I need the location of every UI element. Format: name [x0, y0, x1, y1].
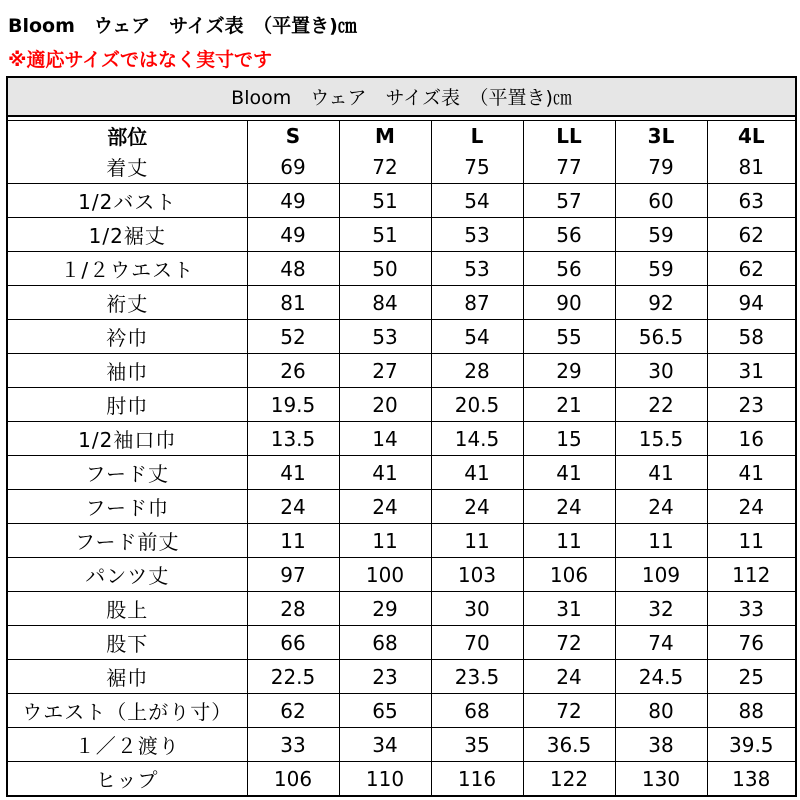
measurement-part-cell: 衿巾	[7, 320, 247, 354]
measurement-part-cell: フード巾	[7, 490, 247, 524]
table-caption: Bloom ウェア サイズ表 （平置き)㎝	[7, 77, 796, 116]
measurement-value-cell: 112	[707, 558, 796, 592]
measurement-value-cell: 110	[339, 762, 431, 797]
measurement-value-cell: 34	[339, 728, 431, 762]
measurement-value-cell: 80	[615, 694, 707, 728]
measurement-part-cell: フード前丈	[7, 524, 247, 558]
measurement-value-cell: 81	[707, 150, 796, 184]
measurement-value-cell: 106	[247, 762, 339, 797]
table-row	[7, 218, 796, 252]
measurement-part-cell: 1/2バスト	[7, 184, 247, 218]
measurement-value-cell: 70	[431, 626, 523, 660]
table-row	[7, 456, 796, 490]
measurement-value-cell: 11	[615, 524, 707, 558]
table-row	[7, 660, 796, 694]
measurement-value-cell: 109	[615, 558, 707, 592]
measurement-part-cell: 裾巾	[7, 660, 247, 694]
measurement-value-cell: 56	[523, 218, 615, 252]
measurement-part-cell: 袖巾	[7, 354, 247, 388]
table-row	[7, 728, 796, 762]
table-row	[7, 150, 796, 184]
measurement-value-cell: 72	[523, 694, 615, 728]
measurement-value-cell: 24	[615, 490, 707, 524]
measurement-value-cell: 24	[707, 490, 796, 524]
measurement-value-cell: 130	[615, 762, 707, 797]
measurement-value-cell: 20.5	[431, 388, 523, 422]
measurement-value-cell: 48	[247, 252, 339, 286]
measurement-value-cell: 31	[523, 592, 615, 626]
measurement-value-cell: 41	[247, 456, 339, 490]
measurement-value-cell: 11	[247, 524, 339, 558]
measurement-value-cell: 59	[615, 252, 707, 286]
measurement-value-cell: 38	[615, 728, 707, 762]
measurement-value-cell: 58	[707, 320, 796, 354]
measurement-value-cell: 84	[339, 286, 431, 320]
measurement-value-cell: 79	[615, 150, 707, 184]
measurement-value-cell: 122	[523, 762, 615, 797]
measurement-value-cell: 87	[431, 286, 523, 320]
measurement-value-cell: 62	[247, 694, 339, 728]
measurement-value-cell: 39.5	[707, 728, 796, 762]
measurement-value-cell: 92	[615, 286, 707, 320]
measurement-value-cell: 88	[707, 694, 796, 728]
measurement-value-cell: 56	[523, 252, 615, 286]
measurement-value-cell: 24	[339, 490, 431, 524]
measurement-value-cell: 41	[707, 456, 796, 490]
table-row	[7, 762, 796, 797]
measurement-value-cell: 16	[707, 422, 796, 456]
measurement-value-cell: 20	[339, 388, 431, 422]
measurement-value-cell: 57	[523, 184, 615, 218]
measurement-value-cell: 53	[431, 218, 523, 252]
column-header-part: 部位	[7, 121, 247, 151]
measurement-value-cell: 75	[431, 150, 523, 184]
measurement-value-cell: 30	[615, 354, 707, 388]
table-row	[7, 388, 796, 422]
measurement-value-cell: 24	[431, 490, 523, 524]
measurement-value-cell: 90	[523, 286, 615, 320]
size-table	[6, 76, 797, 797]
measurement-part-cell: 1/2裾丈	[7, 218, 247, 252]
measurement-value-cell: 50	[339, 252, 431, 286]
column-header-size: 4L	[707, 121, 796, 151]
measurement-part-cell: ウエスト（上がり寸）	[7, 694, 247, 728]
measurement-value-cell: 51	[339, 218, 431, 252]
measurement-value-cell: 41	[339, 456, 431, 490]
measurement-value-cell: 68	[339, 626, 431, 660]
measurement-value-cell: 62	[707, 218, 796, 252]
table-row	[7, 592, 796, 626]
sizing-note: ※適応サイズではなく実寸です	[8, 49, 272, 71]
measurement-value-cell: 11	[707, 524, 796, 558]
measurement-value-cell: 28	[247, 592, 339, 626]
measurement-value-cell: 41	[431, 456, 523, 490]
measurement-value-cell: 53	[339, 320, 431, 354]
measurement-value-cell: 51	[339, 184, 431, 218]
measurement-value-cell: 15.5	[615, 422, 707, 456]
measurement-value-cell: 24	[247, 490, 339, 524]
measurement-value-cell: 15	[523, 422, 615, 456]
measurement-value-cell: 65	[339, 694, 431, 728]
table-row	[7, 252, 796, 286]
column-header-size: 3L	[615, 121, 707, 151]
measurement-value-cell: 66	[247, 626, 339, 660]
measurement-value-cell: 11	[339, 524, 431, 558]
table-row	[7, 422, 796, 456]
measurement-value-cell: 33	[707, 592, 796, 626]
measurement-value-cell: 100	[339, 558, 431, 592]
measurement-value-cell: 29	[339, 592, 431, 626]
measurement-value-cell: 72	[523, 626, 615, 660]
table-row	[7, 354, 796, 388]
measurement-part-cell: 肘巾	[7, 388, 247, 422]
measurement-value-cell: 31	[707, 354, 796, 388]
measurement-part-cell: 股上	[7, 592, 247, 626]
table-row	[7, 184, 796, 218]
measurement-value-cell: 36.5	[523, 728, 615, 762]
measurement-value-cell: 23.5	[431, 660, 523, 694]
measurement-value-cell: 23	[707, 388, 796, 422]
measurement-value-cell: 11	[431, 524, 523, 558]
column-header-size: S	[247, 121, 339, 151]
measurement-value-cell: 68	[431, 694, 523, 728]
measurement-value-cell: 69	[247, 150, 339, 184]
measurement-value-cell: 11	[523, 524, 615, 558]
measurement-value-cell: 56.5	[615, 320, 707, 354]
measurement-value-cell: 32	[615, 592, 707, 626]
table-row	[7, 286, 796, 320]
measurement-value-cell: 49	[247, 218, 339, 252]
page-title: Bloom ウェア サイズ表 （平置き)㎝	[8, 15, 357, 37]
table-row	[7, 558, 796, 592]
measurement-value-cell: 23	[339, 660, 431, 694]
measurement-value-cell: 74	[615, 626, 707, 660]
measurement-value-cell: 30	[431, 592, 523, 626]
measurement-value-cell: 103	[431, 558, 523, 592]
measurement-value-cell: 55	[523, 320, 615, 354]
measurement-value-cell: 54	[431, 184, 523, 218]
measurement-part-cell: パンツ丈	[7, 558, 247, 592]
measurement-value-cell: 49	[247, 184, 339, 218]
measurement-part-cell: １/２ウエスト	[7, 252, 247, 286]
column-header-size: LL	[523, 121, 615, 151]
measurement-value-cell: 13.5	[247, 422, 339, 456]
measurement-value-cell: 24	[523, 660, 615, 694]
measurement-value-cell: 54	[431, 320, 523, 354]
measurement-value-cell: 76	[707, 626, 796, 660]
measurement-part-cell: フード丈	[7, 456, 247, 490]
column-header-size: M	[339, 121, 431, 151]
measurement-value-cell: 33	[247, 728, 339, 762]
measurement-value-cell: 24	[523, 490, 615, 524]
measurement-value-cell: 26	[247, 354, 339, 388]
measurement-value-cell: 24.5	[615, 660, 707, 694]
measurement-value-cell: 77	[523, 150, 615, 184]
measurement-value-cell: 60	[615, 184, 707, 218]
measurement-value-cell: 59	[615, 218, 707, 252]
caption-row	[7, 77, 796, 116]
measurement-value-cell: 22.5	[247, 660, 339, 694]
table-row	[7, 490, 796, 524]
measurement-value-cell: 27	[339, 354, 431, 388]
measurement-part-cell: 股下	[7, 626, 247, 660]
measurement-value-cell: 53	[431, 252, 523, 286]
measurement-value-cell: 19.5	[247, 388, 339, 422]
measurement-value-cell: 25	[707, 660, 796, 694]
measurement-value-cell: 41	[615, 456, 707, 490]
measurement-value-cell: 62	[707, 252, 796, 286]
measurement-part-cell: １／２渡り	[7, 728, 247, 762]
measurement-value-cell: 41	[523, 456, 615, 490]
measurement-value-cell: 81	[247, 286, 339, 320]
measurement-part-cell: 着丈	[7, 150, 247, 184]
column-header-size: L	[431, 121, 523, 151]
measurement-value-cell: 22	[615, 388, 707, 422]
measurement-value-cell: 63	[707, 184, 796, 218]
measurement-part-cell: 1/2袖口巾	[7, 422, 247, 456]
measurement-value-cell: 97	[247, 558, 339, 592]
measurement-value-cell: 106	[523, 558, 615, 592]
measurement-part-cell: 裄丈	[7, 286, 247, 320]
measurement-value-cell: 21	[523, 388, 615, 422]
table-header-row	[7, 121, 796, 151]
measurement-value-cell: 116	[431, 762, 523, 797]
table-row	[7, 320, 796, 354]
table-row	[7, 626, 796, 660]
measurement-value-cell: 28	[431, 354, 523, 388]
table-row	[7, 694, 796, 728]
measurement-value-cell: 14.5	[431, 422, 523, 456]
measurement-value-cell: 52	[247, 320, 339, 354]
measurement-value-cell: 138	[707, 762, 796, 797]
measurement-value-cell: 14	[339, 422, 431, 456]
measurement-value-cell: 29	[523, 354, 615, 388]
measurement-part-cell: ヒップ	[7, 762, 247, 797]
table-row	[7, 524, 796, 558]
measurement-value-cell: 94	[707, 286, 796, 320]
measurement-value-cell: 35	[431, 728, 523, 762]
measurement-value-cell: 72	[339, 150, 431, 184]
table-body	[7, 150, 796, 796]
